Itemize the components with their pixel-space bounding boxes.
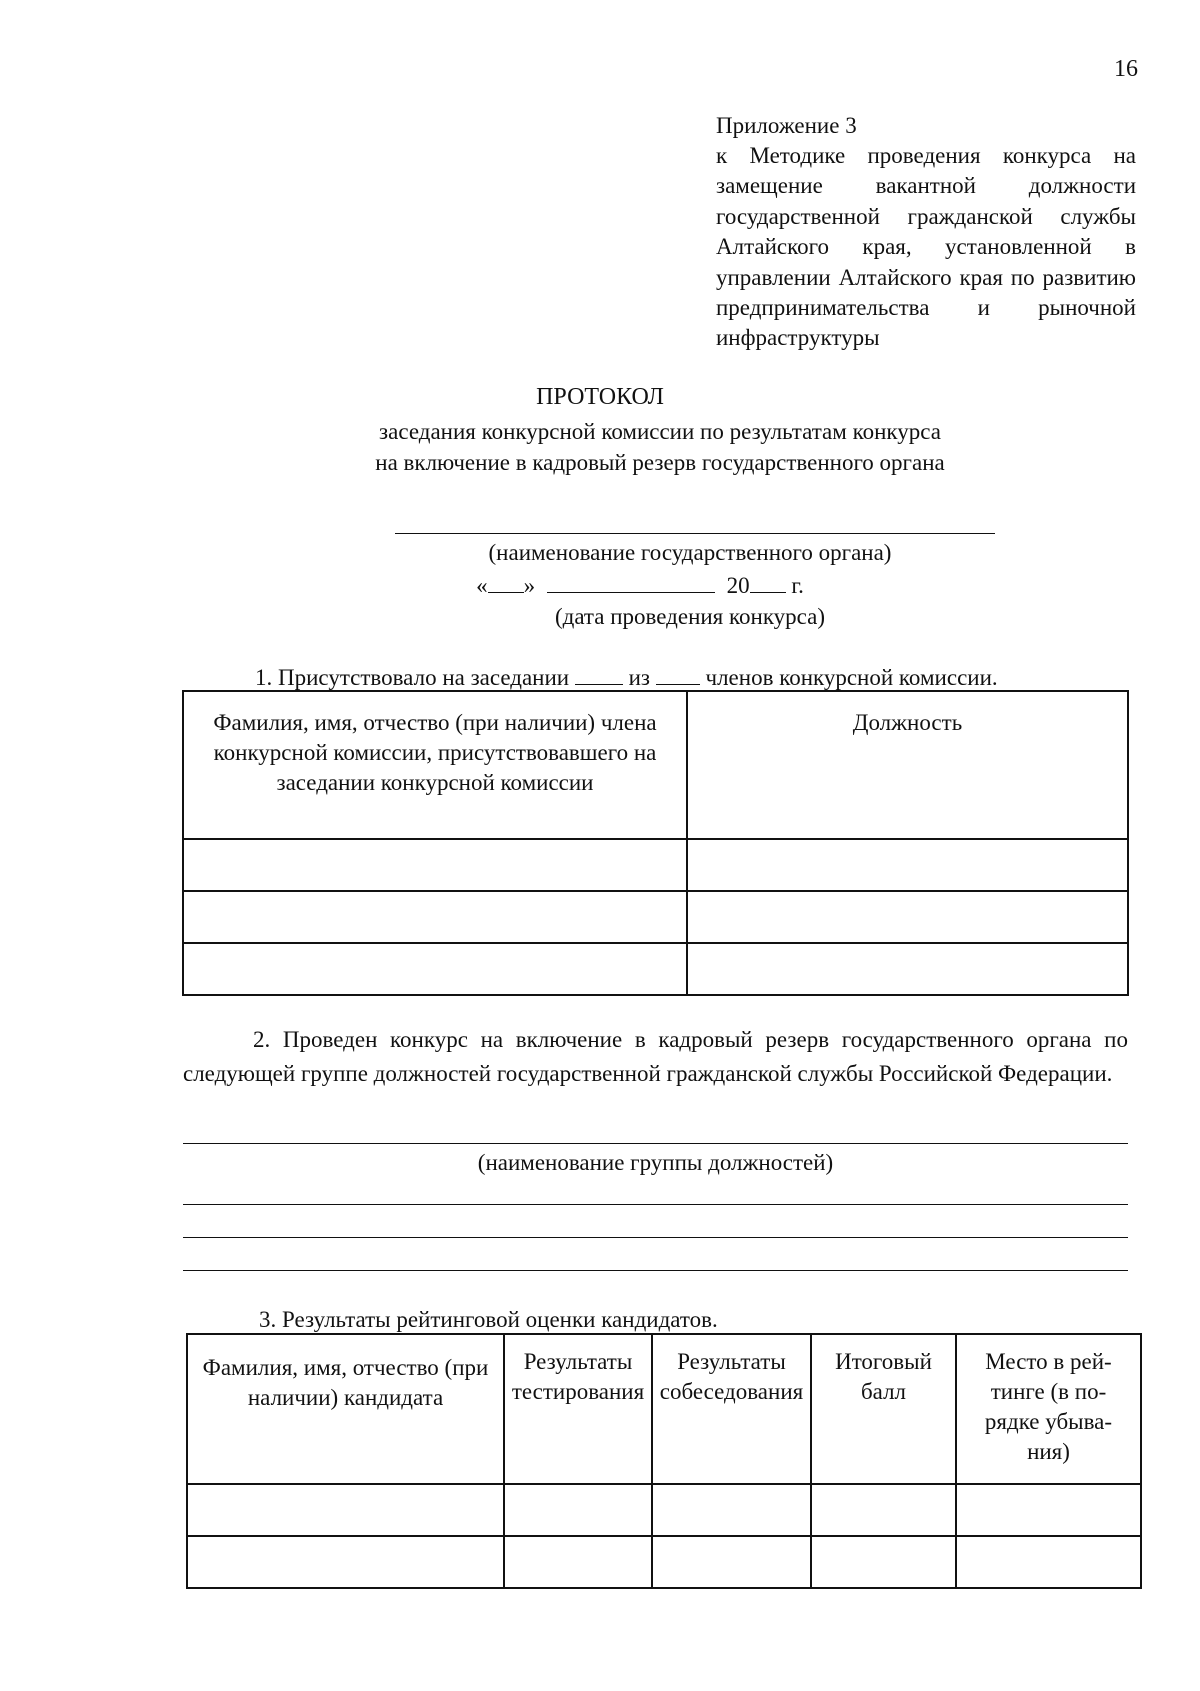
testing-results-header-text: Результаты тестирования [511,1349,645,1404]
table-cell [811,1536,956,1588]
table-row [183,943,1128,995]
section1-text [255,662,1155,693]
rating-results-table [186,1333,1142,1589]
position-group-caption: (наименование группы должностей) [477,1150,834,1175]
protocol-title: ПРОТОКОЛ [536,384,664,410]
interview-results-header-text: Результаты собеседования [659,1349,804,1404]
table-header-row [187,1334,1141,1484]
table-row [183,839,1128,891]
table-cell [687,943,1128,995]
table-row [183,891,1128,943]
table-cell [183,891,687,943]
candidate-name-header [187,1334,504,1484]
blank-line [183,1237,1128,1238]
org-name-caption: (наименование государственного органа) [488,540,892,565]
table-row [187,1536,1141,1588]
table-cell [504,1536,652,1588]
table-cell [811,1484,956,1536]
page-number: 16 [1114,56,1138,82]
appendix-block [716,111,1136,354]
protocol-subtitle-line2: на включение в кадровый резерв государственного органа [375,450,945,475]
section1-text-before: 1. Присутствовало на заседании [255,665,570,690]
section2-text-content: 2. Проведен конкурс на включение в кадровый резерв государственного органа по следующей группе должностей государственной гражданской службы Российской Федерации. [183,1027,1128,1086]
table-cell [187,1536,504,1588]
section2-text [183,1023,1128,1091]
total-count-blank [656,662,700,685]
date-year-blank [750,570,786,593]
table-row [187,1484,1141,1536]
table-header-row [183,691,1128,839]
date-year-suffix: г. [791,573,804,598]
date-year-prefix: 20 [726,573,750,598]
date-month-blank [547,570,715,593]
interview-results-header [652,1334,811,1484]
table-cell [956,1484,1141,1536]
org-name-line [395,533,995,534]
date-caption: (дата проведения конкурса) [554,604,826,629]
position-group-line [183,1143,1128,1144]
present-count-blank [575,662,623,685]
table-cell [504,1484,652,1536]
table-cell [652,1484,811,1536]
section1-text-middle: из [628,665,651,690]
table-cell [687,839,1128,891]
member-name-header-text: Фамилия, имя, отчество (при наличии) члена конкурсной комиссии, присутствовавшего на заседании конкурсной комиссии [213,710,657,795]
member-position-header [687,691,1128,839]
date-open-quote: « [476,573,488,598]
section3-text: 3. Результаты рейтинговой оценки кандидатов. [259,1307,718,1332]
commission-members-table [182,690,1129,996]
date-row [300,570,980,601]
total-score-header-text: Итоговый балл [835,1349,932,1404]
blank-line [183,1270,1128,1271]
appendix-title: Приложение 3 [716,113,857,138]
rating-place-header-text: Место в рейтинге (в порядке убывания) [984,1349,1113,1464]
member-position-header-text: Должность [852,710,963,735]
rating-place-header [956,1334,1141,1484]
date-close-quote: » [523,573,536,598]
candidate-name-header-text: Фамилия, имя, отчество (при наличии) кандидата [202,1355,489,1410]
blank-line [183,1204,1128,1205]
appendix-text: к Методике проведения конкурса на замещение вакантной должности государственной гражданской службы Алтайского края, установленной в управлении Алтайского края по развитию предпринимательства и рыночной инфраструктуры [716,143,1136,351]
table-cell [687,891,1128,943]
protocol-subtitle [220,416,1100,478]
table-cell [183,839,687,891]
date-day-blank [488,570,524,593]
section1-text-after: членов конкурсной комиссии. [705,665,998,690]
total-score-header [811,1334,956,1484]
protocol-subtitle-line1: заседания конкурсной комиссии по результатам конкурса [379,419,941,444]
table-cell [652,1536,811,1588]
member-name-header [183,691,687,839]
table-cell [183,943,687,995]
table-cell [956,1536,1141,1588]
table-cell [187,1484,504,1536]
testing-results-header [504,1334,652,1484]
